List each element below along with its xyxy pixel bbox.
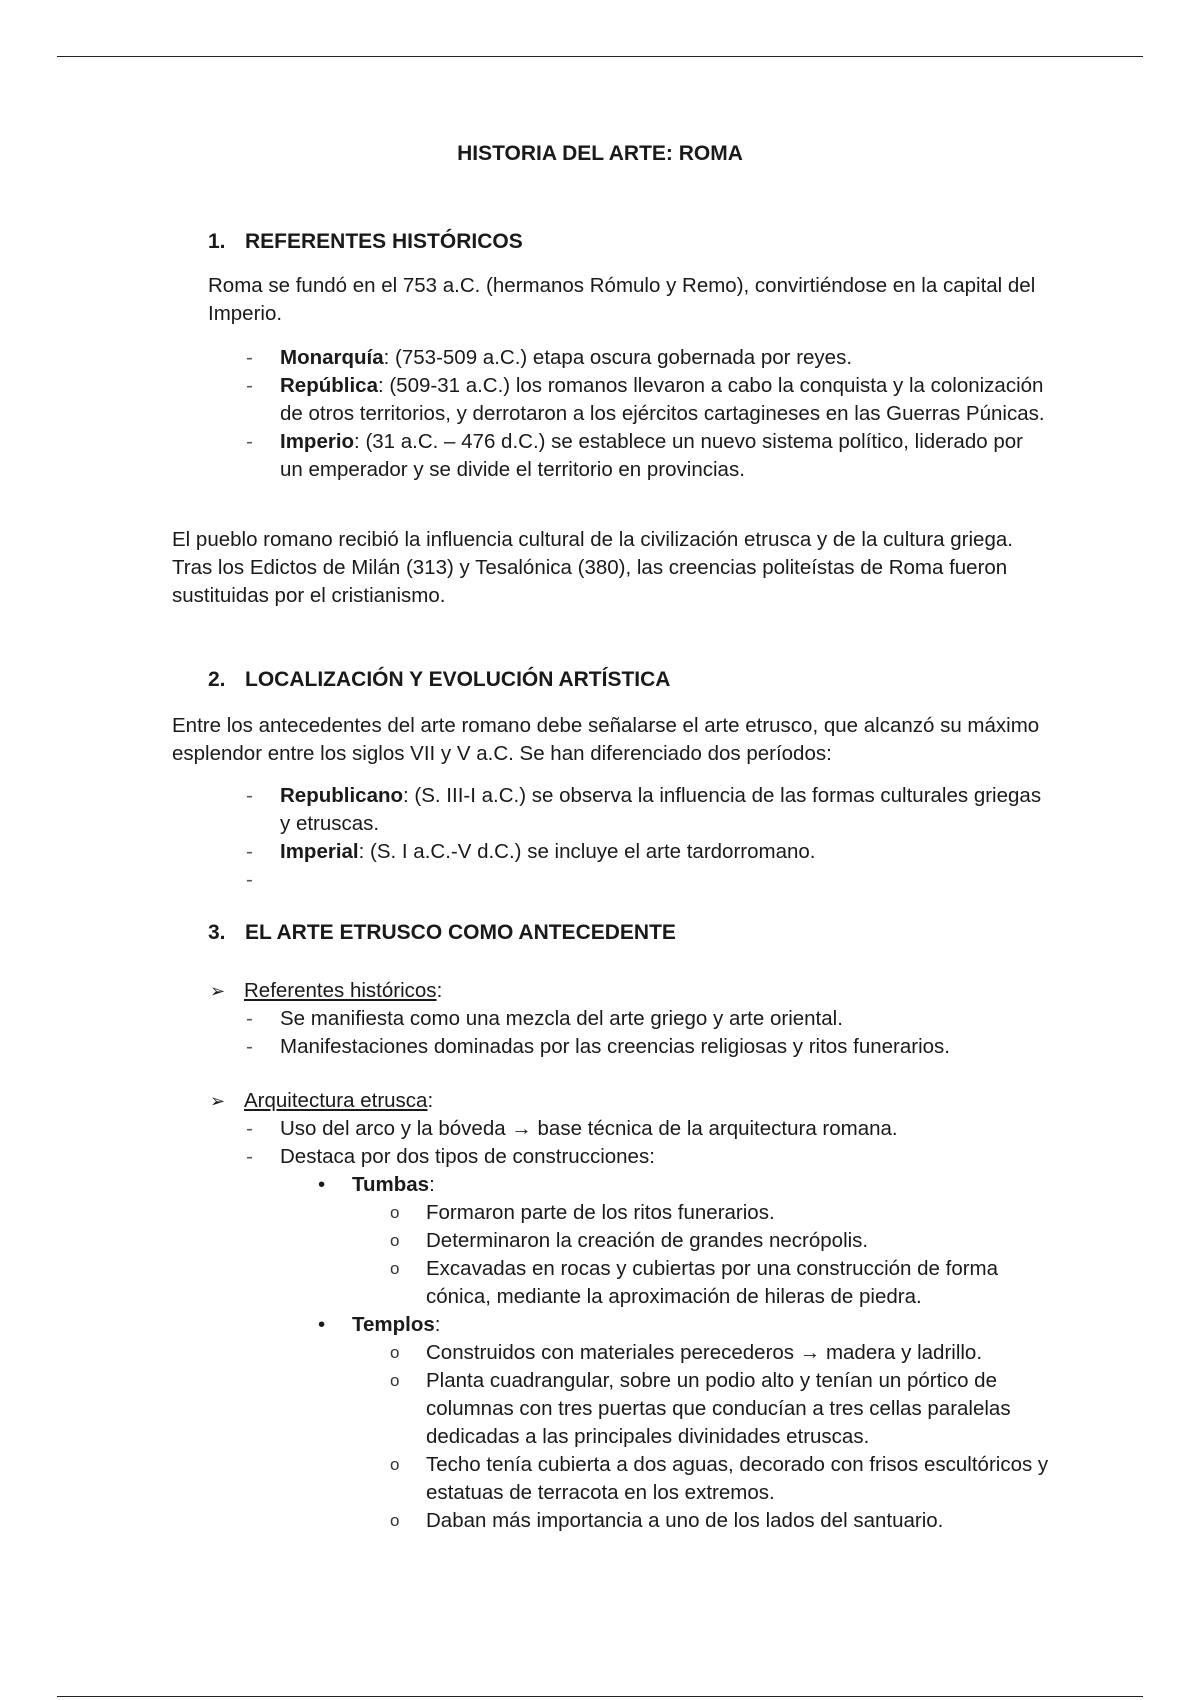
term: Republicano: [280, 784, 404, 807]
term: Imperial: [280, 840, 359, 863]
subsection-arquitectura: ➢ Arquitectura etrusca:: [210, 1087, 433, 1115]
tumbas-list: [390, 1199, 1050, 1311]
list-item: o Construidos con materiales perecederos → madera y ladrillo.: [390, 1339, 1050, 1367]
list-item: [246, 838, 1046, 866]
bullet-dot-icon: •: [318, 1173, 326, 1196]
list-item: o Formaron parte de los ritos funerarios.: [390, 1199, 1050, 1227]
list-item: [246, 372, 1046, 428]
list-item: [246, 428, 1046, 484]
list-item: o Planta cuadrangular, sobre un podio alto y tenían un pórtico de columnas con tres puertas que conducían a tres cellas paralelas dedicadas a las principales divinidades etruscas.: [390, 1367, 1050, 1451]
term-description: : (31 a.C. – 476 d.C.) se establece un nuevo sistema político, liderado por un emperador y se divide el territorio en provincias.: [280, 430, 1023, 481]
list-item: [246, 344, 1046, 372]
top-rule: [57, 56, 1143, 57]
term: República: [280, 374, 378, 397]
term-description: : (753-509 a.C.) etapa oscura gobernada por reyes.: [383, 346, 853, 369]
section-heading-2: [208, 666, 670, 694]
arrowhead-bullet-icon: ➢: [210, 981, 226, 1001]
templos-list: [390, 1339, 1050, 1535]
term: Monarquía: [280, 346, 384, 369]
list-item: - Uso del arco y la bóveda → base técnica de la arquitectura romana.: [246, 1115, 1046, 1143]
term: Tumbas: [352, 1173, 430, 1196]
section-heading-3: [208, 919, 676, 947]
list-item: - Se manifiesta como una mezcla del arte griego y arte oriental.: [246, 1005, 1046, 1033]
list-item: - Manifestaciones dominadas por las creencias religiosas y ritos funerarios.: [246, 1033, 1046, 1061]
list-item: o Excavadas en rocas y cubiertas por una construcción de forma cónica, mediante la aproximación de hileras de piedra.: [390, 1255, 1050, 1311]
section-number: 2.: [208, 668, 226, 691]
tumbas-bullet: [318, 1171, 435, 1199]
subsection-label: Arquitectura etrusca: [244, 1089, 428, 1112]
subsection-referentes: ➢ Referentes históricos:: [210, 977, 442, 1005]
referentes-list: [246, 1005, 1046, 1061]
list-item: [246, 782, 1046, 838]
list-item: o Techo tenía cubierta a dos aguas, decorado con frisos escultóricos y estatuas de terracota en los extremos.: [390, 1451, 1050, 1507]
section2-intro: Entre los antecedentes del arte romano debe señalarse el arte etrusco, que alcanzó su máximo esplendor entre los siglos VII y V a.C. Se han diferenciado dos períodos:: [172, 714, 1040, 765]
empty-list-item: [246, 866, 1046, 894]
period-list: [246, 782, 1046, 894]
list-item: • Tumbas:: [318, 1171, 435, 1199]
list-item: o Daban más importancia a uno de los lados del santuario.: [390, 1507, 1050, 1535]
term-description: : (S. III-I a.C.) se observa la influencia de las formas culturales griegas y etruscas.: [280, 784, 1042, 835]
section-title: LOCALIZACIÓN Y EVOLUCIÓN ARTÍSTICA: [245, 668, 671, 691]
section1-intro: Roma se fundó en el 753 a.C. (hermanos Rómulo y Remo), convirtiéndose en la capital del Imperio.: [208, 274, 1036, 325]
arrowhead-bullet-icon: ➢: [210, 1091, 226, 1111]
arquitectura-list: [246, 1115, 1046, 1171]
term-description: : (S. I a.C.-V d.C.) se incluye el arte tardorromano.: [358, 840, 816, 863]
term: Imperio: [280, 430, 355, 453]
list-item: • Templos:: [318, 1311, 440, 1339]
page-title: HISTORIA DEL ARTE: ROMA: [457, 142, 743, 165]
list-item: - Destaca por dos tipos de construcciones:: [246, 1143, 1046, 1171]
section-number: 3.: [208, 921, 226, 944]
term: Templos: [352, 1313, 435, 1336]
bottom-rule: [57, 1696, 1143, 1697]
section1-closing: El pueblo romano recibió la influencia cultural de la civilización etrusca y de la cultura griega. Tras los Edictos de Milán (313) y Tesalónica (380), las creencias politeístas de Roma fueron sustituidas por el cristianismo.: [172, 528, 1013, 607]
bullet-dot-icon: •: [318, 1313, 326, 1336]
section-title: REFERENTES HISTÓRICOS: [245, 230, 523, 253]
section-number: 1.: [208, 230, 226, 253]
list-item: o Determinaron la creación de grandes necrópolis.: [390, 1227, 1050, 1255]
period-list: [246, 344, 1046, 484]
subsection-label: Referentes históricos: [244, 979, 437, 1002]
templos-bullet: [318, 1311, 440, 1339]
section-title: EL ARTE ETRUSCO COMO ANTECEDENTE: [245, 921, 676, 944]
term-description: : (509-31 a.C.) los romanos llevaron a cabo la conquista y la colonización de otros territorios, y derrotaron a los ejércitos cartagineses en las Guerras Púnicas.: [280, 374, 1045, 425]
section-heading-1: [208, 228, 523, 256]
